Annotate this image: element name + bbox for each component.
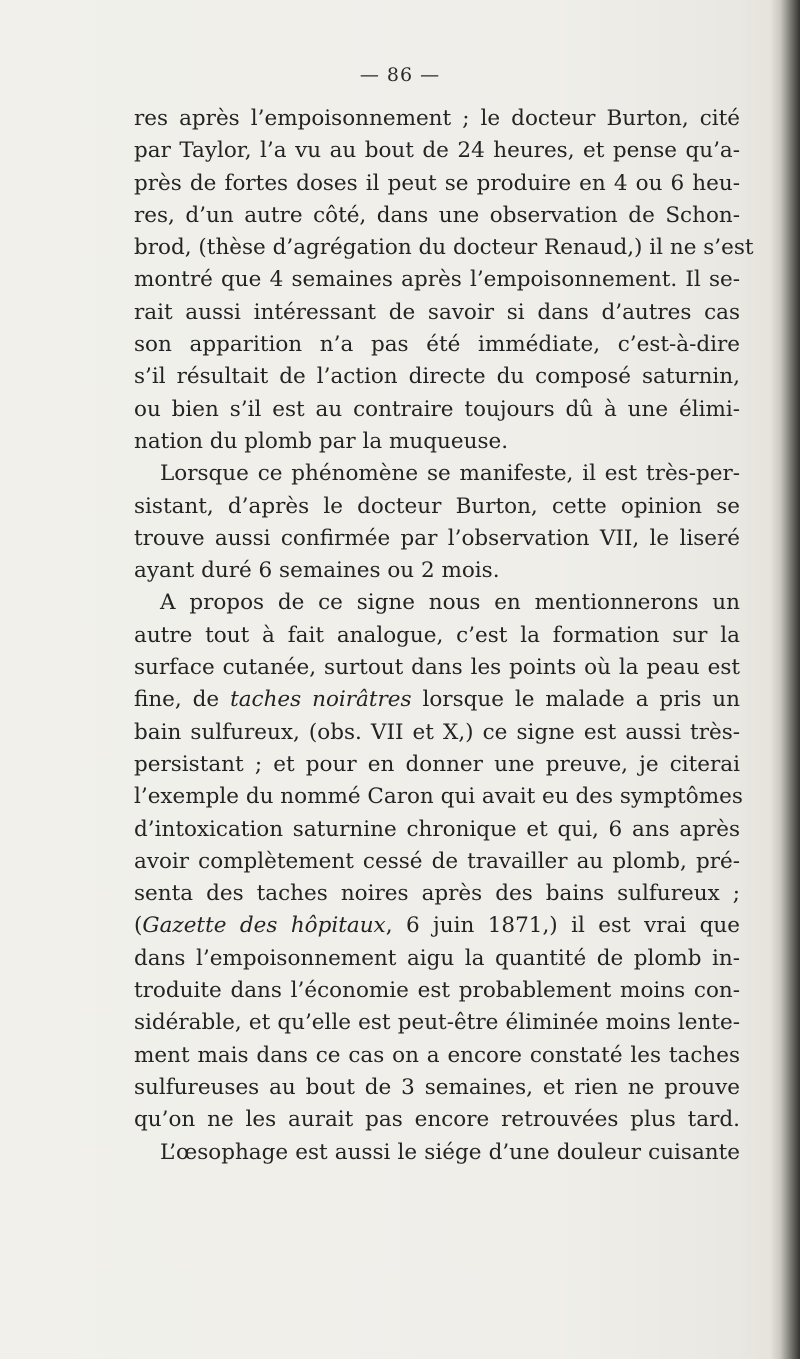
text-line: son apparition n’a pas été immédiate, c’est-à-dire bbox=[134, 332, 740, 358]
page-number: — 86 — bbox=[359, 64, 441, 86]
text-line: qu’on ne les aurait pas encore retrouvées plus tard. bbox=[134, 1107, 740, 1133]
italic-run: taches noirâtres bbox=[230, 687, 412, 713]
text-line: d’intoxication saturnine chronique et qui, 6 ans après bbox=[134, 816, 740, 842]
text-line bbox=[134, 684, 740, 716]
text-line: brod, (thèse d’agrégation du docteur Renaud,) il ne s’est bbox=[134, 235, 754, 261]
text-line: sidérable, et qu’elle est peut-être éliminée moins lente- bbox=[134, 1010, 740, 1036]
text-run: , 6 juin 1871,) il est vrai que bbox=[385, 913, 740, 939]
binding-edge-shadow bbox=[770, 0, 800, 1359]
italic-run: Gazette des hôpitaux bbox=[142, 913, 386, 939]
text-line: ayant duré 6 semaines ou 2 mois. bbox=[134, 558, 500, 584]
text-line: autre tout à fait analogue, c’est la formation sur la bbox=[134, 622, 740, 648]
text-line: près de fortes doses il peut se produire en 4 ou 6 heu- bbox=[134, 170, 740, 196]
text-line: avoir complètement cessé de travailler au plomb, pré- bbox=[134, 848, 740, 874]
text-line: senta des taches noires après des bains sulfureux ; bbox=[134, 881, 740, 907]
text-line: trouve aussi confirmée par l’observation VII, le liseré bbox=[134, 525, 740, 551]
text-line: bain sulfureux, (obs. VII et X,) ce signe est aussi très- bbox=[134, 719, 740, 745]
text-line: montré que 4 semaines après l’empoisonnement. Il se- bbox=[134, 267, 740, 293]
text-line: nation du plomb par la muqueuse. bbox=[134, 428, 509, 454]
text-line: l’exemple du nommé Caron qui avait eu des symptômes bbox=[134, 784, 743, 810]
text-line: rait aussi intéressant de savoir si dans d’autres cas bbox=[134, 299, 740, 325]
text-line: res, d’un autre côté, dans une observation de Schon- bbox=[134, 202, 740, 228]
text-line: A propos de ce signe nous en mentionnerons un bbox=[160, 590, 740, 616]
text-line: sistant, d’après le docteur Burton, cette opinion se bbox=[134, 493, 740, 519]
text-line: res après l’empoisonnement ; le docteur Burton, cité bbox=[134, 106, 740, 131]
text-line: persistant ; et pour en donner une preuve, je citerai bbox=[134, 751, 740, 777]
text-line: par Taylor, l’a vu au bout de 24 heures, et pense qu’a- bbox=[134, 138, 740, 164]
text-line: surface cutanée, surtout dans les points où la peau est bbox=[134, 655, 740, 681]
text-line: ou bien s’il est au contraire toujours dû à une élimi- bbox=[134, 396, 740, 422]
text-line: s’il résultait de l’action directe du composé saturnin, bbox=[134, 364, 740, 390]
text-line bbox=[134, 910, 740, 942]
text-line: L’œsophage est aussi le siége d’une douleur cuisante bbox=[160, 1139, 740, 1165]
body-text bbox=[134, 103, 754, 1169]
text-line: troduite dans l’économie est probablement moins con- bbox=[134, 978, 740, 1004]
text-run: lorsque le malade a pris un bbox=[411, 687, 740, 713]
text-line: Lorsque ce phénomène se manifeste, il est très-per- bbox=[160, 461, 740, 487]
text-run: fine, de bbox=[134, 687, 231, 713]
text-line: sulfureuses au bout de 3 semaines, et rien ne prouve bbox=[134, 1074, 740, 1100]
text-line: ment mais dans ce cas on a encore constaté les taches bbox=[134, 1042, 740, 1068]
text-run: ( bbox=[134, 913, 143, 939]
text-line: dans l’empoisonnement aigu la quantité de plomb in- bbox=[134, 945, 740, 971]
